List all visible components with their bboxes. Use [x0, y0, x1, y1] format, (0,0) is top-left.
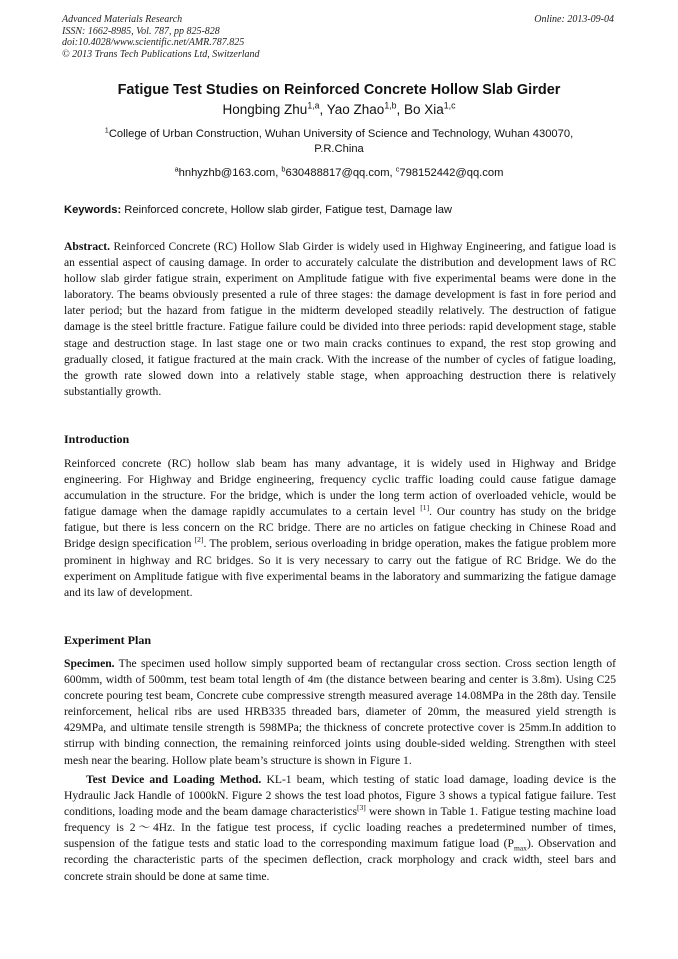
email-sup: c	[395, 164, 400, 174]
journal-header	[62, 14, 260, 60]
author-list: Hongbing Zhu$^{1,a}$, Yao Zhao$^{1,b}$, Bo Xia$^{1,c}$	[222, 100, 456, 117]
specimen-text: The specimen used hollow simply supported beam of rectangular cross section. Cross section length of 600mm, width of 500mm, test beam total length of 4m (the distance between bearing and center is 3.8m). Using C25 concrete pouring test beam, Concrete cube compressive strength measured average 14.08MPa in the 28th day. Tensile reinforcement, helical ribs are used HRB335 threaded bars, diameter of 20mm, the measured yield strength is 429MPa, and ultimate tensile strength is 598MPa; the thickness of concrete protective cover is 25mm.In addition to stirrup with binding connection, the remaining reinforced joints using double-sided welding. Strengthen with steel mesh near the bearing. Hollow plate beam’s structure is shown in Figure 1.	[64, 657, 616, 767]
email-sup: b	[281, 164, 286, 174]
author-name: Yao Zhao	[326, 102, 385, 117]
test-device-label: Test Device and Loading Method.	[86, 773, 262, 786]
author-name: Hongbing Zhu	[222, 102, 308, 117]
author-sup: 1,c	[443, 100, 456, 111]
specimen-paragraph	[64, 656, 616, 769]
email-sup: a	[174, 164, 179, 174]
section-heading-experiment-plan: Experiment Plan	[64, 633, 151, 647]
affiliation-sup: 1	[104, 125, 109, 135]
keywords-label: Keywords:	[64, 204, 122, 216]
pmax-subscript: max	[513, 843, 527, 853]
online-date: Online: 2013-09-04	[534, 14, 614, 25]
test-device-text-3: ). Observation and recording the characteristic parts of the specimen deflection, crack morphology and crack width, steel bars and concrete strain should be done at same time.	[64, 837, 617, 883]
specimen-label: Specimen.	[64, 657, 115, 670]
intro-text-2: . Our country has study on the bridge fatigue, but there is less concern on the RC bridge. There are no articles on fatigue checking in Chinese Road and Bridge design specification	[64, 505, 616, 551]
section-heading-introduction: Introduction	[64, 432, 130, 446]
citation-ref[interactable]: [1]	[420, 503, 430, 513]
email-list: $^a$hnhyzhb@163.com, $^b$630488817@qq.com, $^c$798152442@qq.com	[174, 164, 504, 179]
doi-line[interactable]: doi:10.4028/www.scientific.net/AMR.787.825	[62, 37, 245, 48]
keywords	[64, 204, 616, 216]
test-device-text-1: KL-1 beam, which testing of static load damage, loading device is the Hydraulic Jack Handle of 1000kN. Figure 2 shows the test load photos, Figure 3 shows a typical fatigue failure. Test conditions, loading mode and the beam damage characteristics	[64, 773, 616, 819]
author-sup: 1,b	[384, 100, 397, 111]
author-name: Bo Xia	[404, 102, 444, 117]
intro-text-3: . The problem, serious overloading in bridge operation, makes the fatigue problem more prominent in highway and RC bridges. So it is very necessary to carry out the fatigue of RC Bridge. We do the experiment on Amplitude fatigue with five experimental beams in the laboratory and summarizing the fatigue damage and its law of development.	[64, 537, 616, 599]
copyright-line: © 2013 Trans Tech Publications Ltd, Switzerland	[62, 48, 260, 60]
affiliation	[80, 127, 598, 157]
citation-ref[interactable]: [3]	[356, 803, 366, 813]
keywords-text: Reinforced concrete, Hollow slab girder, Fatigue test, Damage law	[121, 204, 453, 216]
email-address[interactable]: hnhyzhb@163.com	[178, 167, 276, 179]
journal-name: Advanced Materials Research	[62, 14, 183, 25]
abstract-text: Reinforced Concrete (RC) Hollow Slab Girder is widely used in Highway Engineering, and fatigue load is an essential aspect of causing damage. In order to accurately calculate the distribution and development laws of RC hollow slab girder fatigue strain, experiment on Amplitude fatigue with five experimental beams were done in the laboratory. The beams obviously presented a rule of three stages: the damage development is fast in fore period and later period; but the hazard from fatigue in the midterm developed steadily relatively. The destruction of fatigue damage is the steel brittle fracture. Fatigue failure could be divided into three periods: rapid development stage, stable stage and destruction stage. In last stage one or two main cracks continues to expand, the rest stop growing and gradually closed, it fatigue fractured at the main crack. With the increase of the number of cycles of fatigue loading, the growth rate slowed down into a relatively stable stage, when approaching destruction there is relatively substantially growth.	[64, 240, 616, 398]
issn-line: ISSN: 1662-8985, Vol. 787, pp 825-828	[62, 25, 220, 37]
test-device-text-2: were shown in Table 1. Fatigue testing machine load frequency is 2～4Hz. In the fatigue test process, if cyclic loading reaches a predetermined number of times, suspension of the fatigue tests and static load to the corresponding maximum fatigue load (P	[64, 805, 616, 851]
author-sup: 1,a	[307, 100, 320, 111]
abstract-label: Abstract.	[64, 240, 111, 253]
email-address[interactable]: 798152442@qq.com	[399, 167, 504, 179]
introduction-paragraph	[64, 456, 616, 601]
affiliation-text: College of Urban Construction, Wuhan University of Science and Technology, Wuhan 430070, P.R.China	[108, 128, 574, 155]
abstract-paragraph	[64, 239, 616, 400]
test-device-paragraph	[64, 772, 616, 885]
paper-title: Fatigue Test Studies on Reinforced Concrete Hollow Slab Girder	[117, 82, 561, 98]
intro-text-1: Reinforced concrete (RC) hollow slab beam has many advantage, it is widely used in Highway and Bridge engineering. For Highway and Bridge engineering, frequency cyclic traffic loading could cause fatigue damage accumulation in the structure. For the bridge, which is under the long term action of overloaded vehicle, would be fatigue damage when the damage rapidly accumulates to a certain level	[64, 457, 616, 519]
email-address[interactable]: 630488817@qq.com	[285, 167, 390, 179]
citation-ref[interactable]: [2]	[194, 535, 204, 545]
